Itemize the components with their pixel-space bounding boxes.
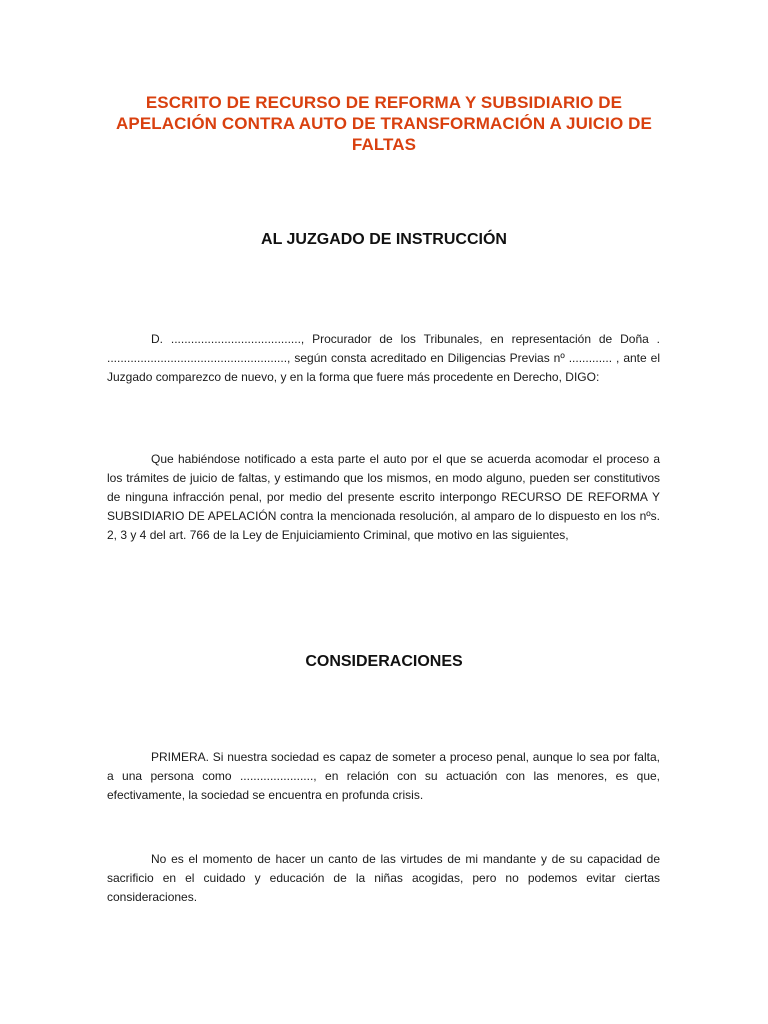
consideration-paragraph: No es el momento de hacer un canto de las virtudes de mi mandante y de su capacidad de sacrificio en el cuidado y educación de la niñas acogidas, pero no podemos evitar ciertas consideraciones. <box>107 852 660 904</box>
consideration-paragraph: PRIMERA. Si nuestra sociedad es capaz de someter a proceso penal, aunque lo sea por falta, a una persona como ......................, en relación con su actuación con las menores, es que, efectivamente, la sociedad se encuentra en profunda crisis. <box>107 750 660 802</box>
intro-paragraph: D. ......................................., Procurador de los Tribunales, en representación de Doña . ......................................................, según consta acreditado en Diligencias Previas nº ............. , ante el Juzgado comparezco de nuevo, y en la forma que fuere más procedente en Derecho, DIGO: <box>107 332 660 384</box>
addressee-heading: AL JUZGADO DE INSTRUCCIÓN <box>261 231 507 248</box>
document-title: ESCRITO DE RECURSO DE REFORMA Y SUBSIDIARIO DE APELACIÓN CONTRA AUTO DE TRANSFORMACIÓN A JUICIO DE FALTAS <box>116 93 652 154</box>
appeal-paragraph: Que habiéndose notificado a esta parte el auto por el que se acuerda acomodar el proceso a los trámites de juicio de faltas, y estimando que los mismos, en modo alguno, pueden ser constitutivos de ninguna infracción penal, por medio del presente escrito interpongo RECURSO DE REFORMA Y SUBSIDIARIO DE APELACIÓN contra la mencionada resolución, al amparo de lo dispuesto en los nºs. 2, 3 y 4 del art. 766 de la Ley de Enjuiciamiento Criminal, que motivo en las siguientes, <box>107 452 660 542</box>
section-heading: CONSIDERACIONES <box>305 653 463 670</box>
